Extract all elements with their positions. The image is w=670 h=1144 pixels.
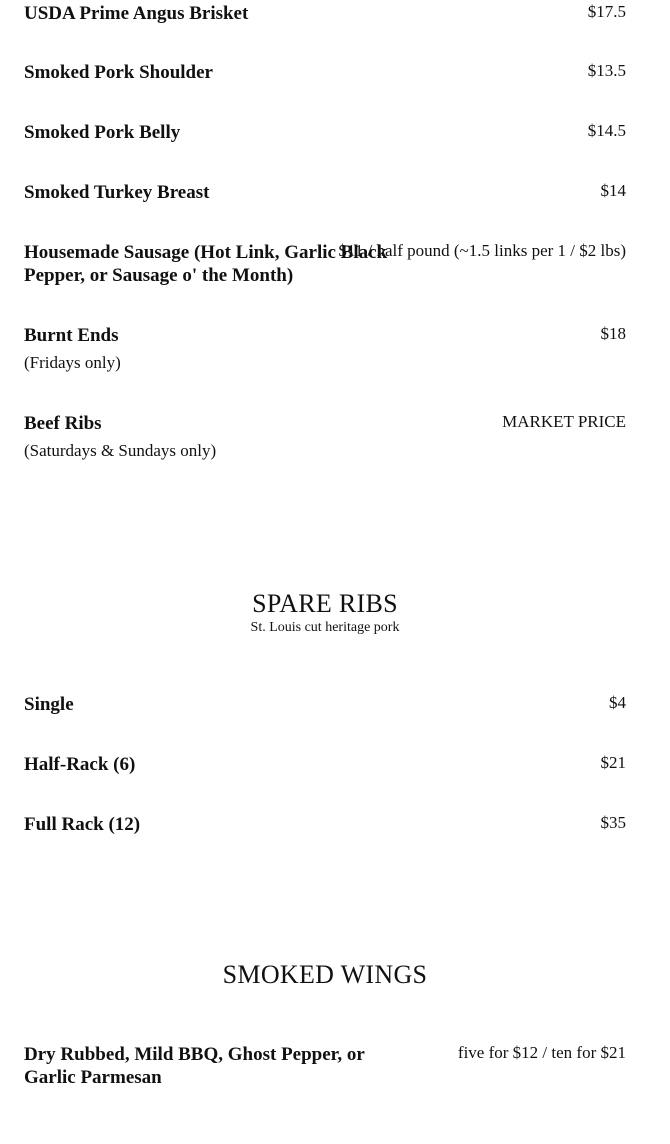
item-name: Half-Rack (6) bbox=[24, 754, 136, 775]
item-note: (Fridays only) bbox=[24, 353, 121, 372]
item-name: USDA Prime Angus Brisket bbox=[24, 3, 249, 24]
menu-item bbox=[24, 412, 626, 461]
item-price: $14 bbox=[600, 181, 626, 200]
menu-item bbox=[24, 1043, 626, 1089]
menu-item bbox=[24, 121, 626, 144]
item-price: five for $12 / ten for $21 bbox=[457, 1043, 626, 1062]
item-price: $18 bbox=[600, 324, 626, 343]
item-note: (Saturdays & Sundays only) bbox=[24, 441, 217, 460]
menu-item bbox=[24, 753, 626, 776]
item-name: Burnt Ends bbox=[24, 325, 119, 346]
item-price: $13.5 bbox=[587, 61, 626, 80]
menu-item bbox=[24, 693, 626, 716]
item-name: Full Rack (12) bbox=[24, 814, 141, 835]
item-name: Single bbox=[24, 694, 74, 715]
menu-item bbox=[24, 241, 626, 287]
section-title: SMOKED WINGS bbox=[222, 960, 428, 989]
menu-item bbox=[24, 181, 626, 204]
section-title: SPARE RIBS bbox=[252, 589, 398, 618]
menu-item bbox=[24, 324, 626, 373]
item-name: Smoked Pork Belly bbox=[24, 122, 181, 143]
item-name: Smoked Pork Shoulder bbox=[24, 62, 213, 83]
item-name: Beef Ribs bbox=[24, 413, 102, 434]
item-price: $21 bbox=[600, 753, 626, 772]
menu-item bbox=[24, 813, 626, 836]
item-price: $35 bbox=[600, 813, 626, 832]
item-name: Smoked Turkey Breast bbox=[24, 182, 210, 203]
item-price: $11 / half pound (~1.5 links per 1 / $2 lbs) bbox=[338, 241, 626, 260]
section-subtitle: St. Louis cut heritage pork bbox=[250, 620, 400, 635]
item-price: $14.5 bbox=[587, 121, 626, 140]
item-name: Dry Rubbed, Mild BBQ, Ghost Pepper, or Garlic Parmesan bbox=[24, 1044, 365, 1088]
item-name: Housemade Sausage (Hot Link, Garlic Black Pepper, or Sausage o' the Month) bbox=[24, 242, 388, 286]
item-price: MARKET PRICE bbox=[502, 412, 626, 431]
item-price: $17.5 bbox=[587, 2, 626, 21]
menu-item bbox=[24, 2, 626, 25]
menu-item bbox=[24, 61, 626, 84]
item-price: $4 bbox=[609, 693, 626, 712]
